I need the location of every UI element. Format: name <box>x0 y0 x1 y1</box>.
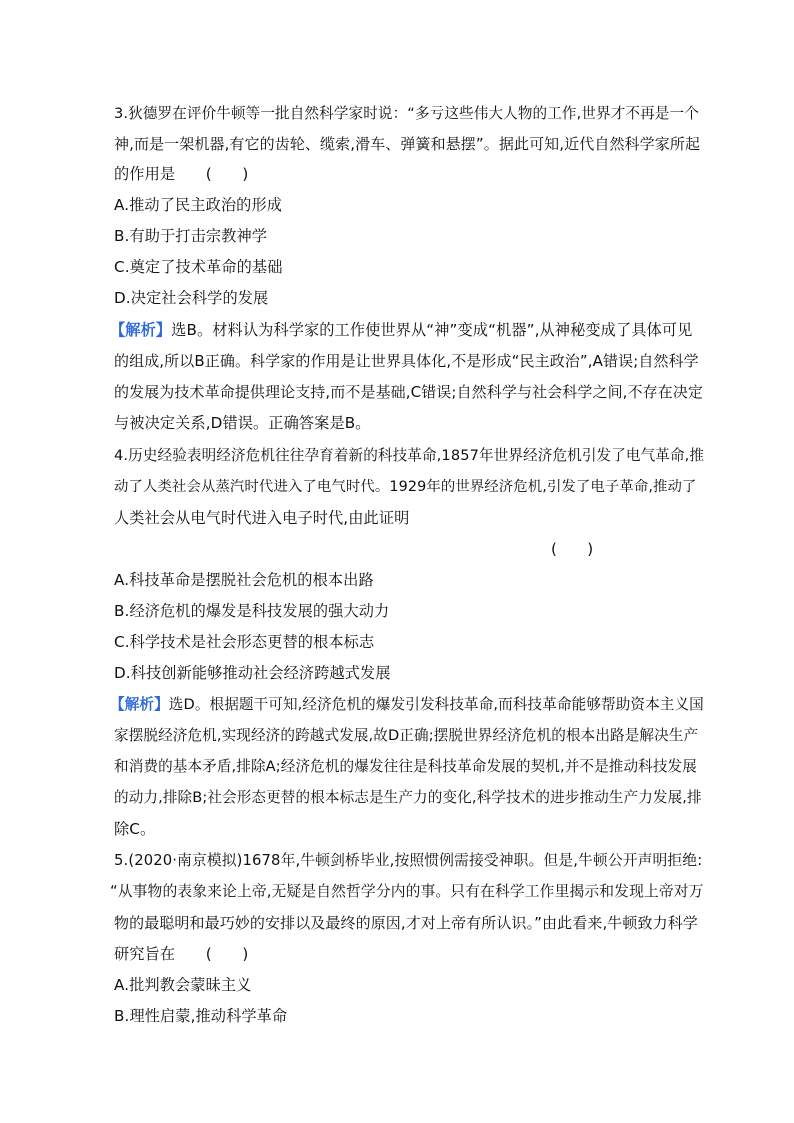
q3-analysis-line: 的组成,所以B正确。科学家的作用是让世界具体化,不是形成“民主政治”,A错误;自然科学 <box>114 352 699 370</box>
q4-stem-line: 4.历史经验表明经济危机往往孕育着新的科技革命,1857年世界经济危机引发了电气革命,推 <box>114 447 705 464</box>
q5-option-a: A.批判教会蒙昧主义 <box>114 976 252 994</box>
q3-analysis-line: 的发展为技术革命提供理论支持,而不是基础,C错误;自然科学与社会科学之间,不存在决定 <box>114 383 704 401</box>
q3-analysis-line <box>110 320 692 340</box>
q4-analysis-line: 家摆脱经济危机,实现经济的跨越式发展,故D正确;摆脱世界经济危机的根本出路是解决生产 <box>114 727 699 744</box>
q4-option-c: C.科学技术是社会形态更替的根本标志 <box>114 633 375 651</box>
q5-option-b: B.理性启蒙,推动科学革命 <box>114 1007 288 1025</box>
q3-stem-line: 3.狄德罗在评价牛顿等一批自然科学家时说：“多亏这些伟大人物的工作,世界才不再是一个 <box>114 105 699 122</box>
q4-stem-line: 人类社会从电气时代进入电子时代,由此证明 <box>114 509 410 527</box>
q3-option-a: A.推动了民主政治的形成 <box>114 196 283 214</box>
q5-stem-line: 物的最聪明和最巧妙的安排以及最终的原因,才对上帝有所认识。”由此看来,牛顿致力科学 <box>114 914 698 932</box>
q4-analysis-label: 【解析】 <box>110 696 169 713</box>
q4-analysis-text: 选D。根据题干可知,经济危机的爆发引发科技革命,而科技革命能够帮助资本主义国 <box>168 696 704 713</box>
q4-answer-paren: ( ) <box>551 540 594 558</box>
q4-analysis-line: 和消费的基本矛盾,排除A;经济危机的爆发往往是科技革命发展的契机,并不是推动科技发展 <box>114 758 697 775</box>
q3-stem-line: 神,而是一架机器,有它的齿轮、缆索,滑车、弹簧和悬摆”。据此可知,近代自然科学家所起 <box>114 135 701 153</box>
q5-stem-line: 5.(2020·南京模拟)1678年,牛顿剑桥毕业,按照惯例需接受神职。但是,牛顿公开声明拒绝: <box>114 852 703 869</box>
q4-analysis-line <box>110 695 704 715</box>
q3-stem-line: 的作用是 ( ) <box>114 165 249 183</box>
q3-option-b: B.有助于打击宗教神学 <box>114 227 268 245</box>
q4-stem-line: 动了人类社会从蒸汽时代进入了电气时代。1929年的世界经济危机,引发了电子革命,推动了 <box>114 479 697 495</box>
q4-option-d: D.科技创新能够推动社会经济跨越式发展 <box>114 664 391 682</box>
q3-analysis-label: 【解析】 <box>110 321 172 339</box>
q4-analysis-line: 除C。 <box>114 820 156 838</box>
q3-option-d: D.决定社会科学的发展 <box>114 289 269 307</box>
q3-analysis-line: 与被决定关系,D错误。正确答案是B。 <box>114 414 371 432</box>
q3-option-c: C.奠定了技术革命的基础 <box>114 258 283 276</box>
q4-option-a: A.科技革命是摆脱社会危机的根本出路 <box>114 571 374 589</box>
q3-analysis-text: 选B。材料认为科学家的工作使世界从“神”变成“机器”,从神秘变成了具体可见 <box>171 321 693 339</box>
q4-option-b: B.经济危机的爆发是科技发展的强大动力 <box>114 602 390 620</box>
q4-analysis-line: 的动力,排除B;社会形态更替的根本标志是生产力的变化,科学技术的进步推动生产力发展,排 <box>114 789 702 806</box>
q5-stem-line: 研究旨在 ( ) <box>114 945 249 963</box>
q5-stem-line: “从事物的表象来论上帝,无疑是自然哲学分内的事。只有在科学工作里揭示和发现上帝对万 <box>110 883 704 900</box>
